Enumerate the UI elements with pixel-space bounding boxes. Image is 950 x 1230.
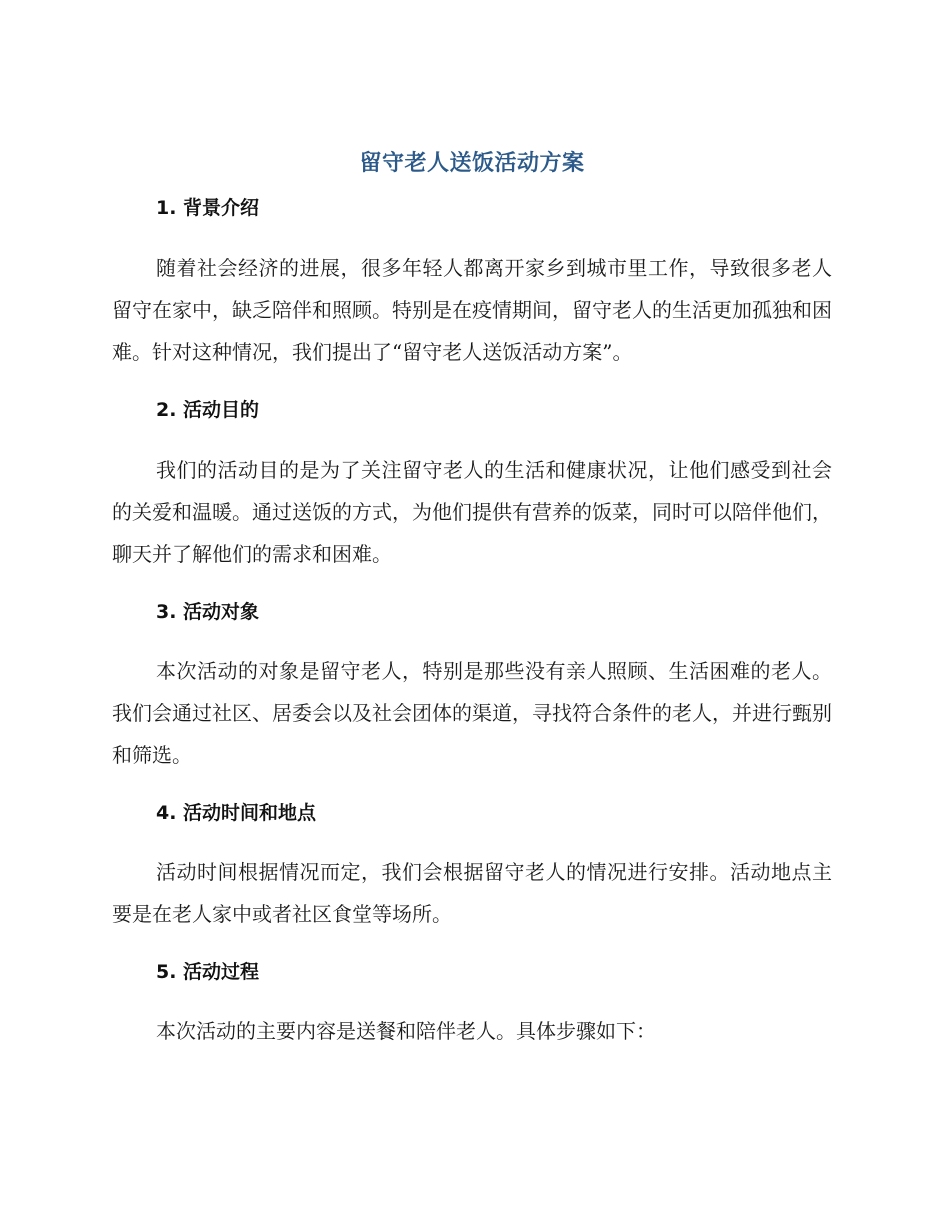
section-paragraph: 随着社会经济的进展，很多年轻人都离开家乡到城市里工作，导致很多老人留守在家中，缺乏陪伴和照顾。特别是在疫情期间，留守老人的生活更加孤独和困难。针对这种情况，我们提出了“留守老人送饭活动方案”。 (112, 256, 832, 364)
section-process (112, 957, 832, 1052)
section-paragraph: 活动时间根据情况而定，我们会根据留守老人的情况进行安排。活动地点主要是在老人家中或者社区食堂等场所。 (112, 860, 832, 926)
section-time-place (112, 798, 832, 935)
section-purpose (112, 395, 832, 575)
section-heading: 2. 活动目的 (156, 399, 260, 421)
section-paragraph: 本次活动的对象是留守老人，特别是那些没有亲人照顾、生活困难的老人。我们会通过社区、居委会以及社会团体的渠道，寻找符合条件的老人，并进行甄别和筛选。 (112, 659, 832, 767)
section-paragraph: 我们的活动目的是为了关注留守老人的生活和健康状况，让他们感受到社会的关爱和温暖。通过送饭的方式，为他们提供有营养的饭菜，同时可以陪伴他们，聊天并了解他们的需求和困难。 (112, 458, 832, 566)
document-title: 留守老人送饭活动方案 (359, 151, 585, 176)
section-target (112, 597, 832, 776)
section-heading: 1. 背景介绍 (156, 197, 260, 219)
section-background (112, 193, 832, 373)
section-paragraph: 本次活动的主要内容是送餐和陪伴老人。具体步骤如下： (156, 1019, 656, 1043)
section-heading: 5. 活动过程 (156, 961, 260, 983)
document-page (112, 146, 832, 1052)
section-heading: 4. 活动时间和地点 (156, 802, 317, 824)
section-heading: 3. 活动对象 (156, 601, 260, 623)
